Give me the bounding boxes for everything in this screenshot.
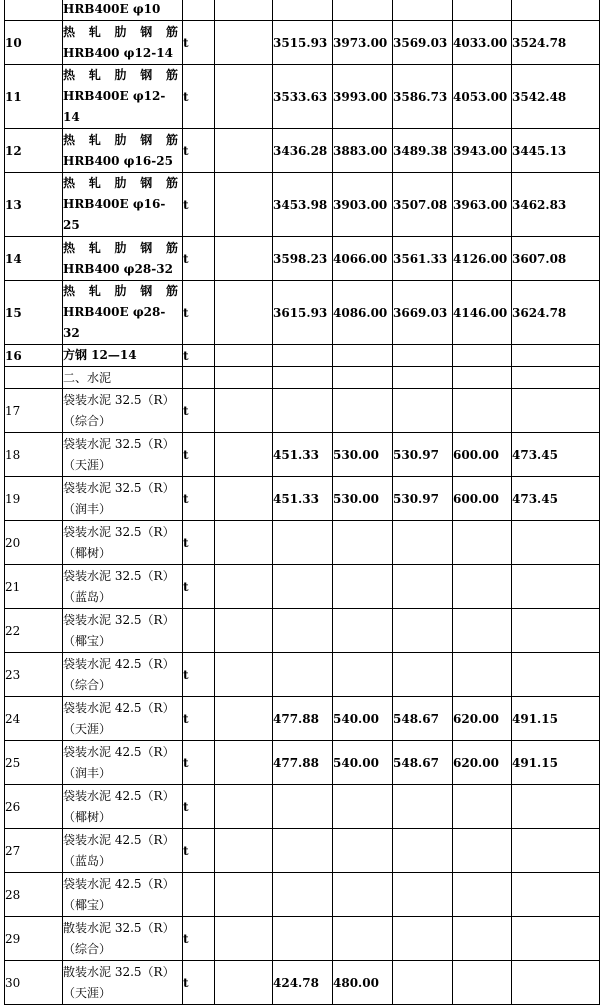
item-name-line1: 热 轧 肋 钢 筋 [63,132,178,147]
price-cell [453,521,512,565]
unit-cell: t [183,785,215,829]
price-cell [393,389,453,433]
row-number: 23 [5,653,63,697]
item-name [63,521,183,565]
price-cell [393,961,453,1005]
price-cell: 3462.83 [512,173,600,237]
price-cell: 3524.78 [512,21,600,65]
price-cell: 3903.00 [333,173,393,237]
price-cell [453,873,512,917]
price-cell [393,653,453,697]
price-cell: 424.78 [273,961,333,1005]
price-cell: 600.00 [453,477,512,521]
item-name-line2: （椰宝） [63,633,112,648]
price-cell: 477.88 [273,697,333,741]
row-number: 30 [5,961,63,1005]
price-cell: 4126.00 [453,237,512,281]
price-cell: 3607.08 [512,237,600,281]
item-name-line1: 袋装水泥 42.5（R） [63,876,175,891]
table-row [5,917,600,961]
table-row [5,281,600,345]
item-name-line2: （综合） [63,677,112,692]
price-cell: 540.00 [333,697,393,741]
price-cell [453,653,512,697]
price-cell: 3993.00 [333,65,393,129]
unit-cell: t [183,389,215,433]
item-name-line2: （润丰） [63,501,112,516]
table-row [5,521,600,565]
price-cell: 451.33 [273,477,333,521]
price-cell: 3963.00 [453,173,512,237]
price-cell [333,829,393,873]
price-cell [273,829,333,873]
row-number: 28 [5,873,63,917]
table-row [5,741,600,785]
table-row [5,565,600,609]
item-name [63,477,183,521]
row-number: 27 [5,829,63,873]
price-cell: 3489.38 [393,129,453,173]
price-cell: 3533.63 [273,65,333,129]
unit-cell: t [183,961,215,1005]
item-name-line1: 袋装水泥 32.5（R） [63,524,175,539]
price-cell [273,565,333,609]
row-number: 18 [5,433,63,477]
table-row [5,653,600,697]
item-name-line2: HRB400E φ16-25 [63,197,166,232]
item-name-line1: 散装水泥 32.5（R） [63,964,175,979]
unit-cell: t [183,653,215,697]
item-name-line1: 热 轧 肋 钢 筋 [63,284,178,298]
unit-cell [183,873,215,917]
price-cell: 4053.00 [453,65,512,129]
price-cell [512,829,600,873]
section-title: 二、水泥 [63,367,183,389]
price-cell: 3943.00 [453,129,512,173]
table-row [5,785,600,829]
item-name-line1: 热 轧 肋 钢 筋 [63,68,178,82]
price-table [4,0,600,1005]
item-name-line2: （天涯） [63,721,112,736]
price-cell: 3973.00 [333,21,393,65]
unit-cell: t [183,829,215,873]
price-cell [453,829,512,873]
item-name [63,173,183,237]
item-name [63,609,183,653]
unit-cell: t [183,21,215,65]
price-cell: 600.00 [453,433,512,477]
price-cell: 3515.93 [273,21,333,65]
item-name-line2: （天涯） [63,985,112,1000]
table-row [5,609,600,653]
price-cell [273,785,333,829]
price-cell: 530.00 [333,433,393,477]
unit-cell: t [183,477,215,521]
item-name-line1: 袋装水泥 42.5（R） [63,744,175,759]
item-name [63,785,183,829]
table-row [5,433,600,477]
price-cell [512,917,600,961]
price-cell [453,961,512,1005]
price-cell [333,873,393,917]
unit-cell [183,609,215,653]
price-cell [512,345,600,367]
price-cell [393,609,453,653]
price-cell: 473.45 [512,477,600,521]
price-cell [273,521,333,565]
price-cell [512,653,600,697]
price-cell: 473.45 [512,433,600,477]
price-cell: 3586.73 [393,65,453,129]
item-name-line2: （润丰） [63,765,112,780]
item-name-line1: 热 轧 肋 钢 筋 [63,176,178,190]
item-name-line2: （综合） [63,413,112,428]
row-number: 22 [5,609,63,653]
item-name [63,129,183,173]
item-name-line1: 袋装水泥 32.5（R） [63,480,175,495]
price-cell: 491.15 [512,741,600,785]
item-name-line2: （蓝岛） [63,853,112,868]
price-cell: 530.97 [393,433,453,477]
price-cell [512,785,600,829]
price-cell: 3615.93 [273,281,333,345]
table-row [5,873,600,917]
item-name-line1: 方钢 12—14 [63,348,137,362]
table-row [5,389,600,433]
row-number: 11 [5,65,63,129]
item-name [63,741,183,785]
table-row [5,237,600,281]
row-number: 24 [5,697,63,741]
item-name-line2: （蓝岛） [63,589,112,604]
section-row [5,367,600,389]
row-number: 16 [5,345,63,367]
table-row [5,477,600,521]
price-cell: 530.97 [393,477,453,521]
price-cell [512,609,600,653]
item-name-line1: 热 轧 肋 钢 筋 [63,240,178,255]
price-cell [333,917,393,961]
price-cell [333,345,393,367]
price-cell [512,521,600,565]
price-cell: 3436.28 [273,129,333,173]
unit-cell: t [183,345,215,367]
price-cell: 480.00 [333,961,393,1005]
price-cell: 491.15 [512,697,600,741]
price-cell [393,345,453,367]
price-cell: 548.67 [393,697,453,741]
price-cell: 4033.00 [453,21,512,65]
item-name-line1: 热 轧 肋 钢 筋 [63,24,178,39]
table-row [5,697,600,741]
row-number: 14 [5,237,63,281]
row-number: 21 [5,565,63,609]
table-row [5,21,600,65]
price-cell: 3569.03 [393,21,453,65]
price-cell [273,609,333,653]
price-cell [512,389,600,433]
price-cell: 540.00 [333,741,393,785]
item-name [63,917,183,961]
price-cell [333,653,393,697]
table-row [5,65,600,129]
price-cell: 3507.08 [393,173,453,237]
item-name [63,21,183,65]
unit-cell: t [183,741,215,785]
item-name-line1: 袋装水泥 32.5（R） [63,568,175,583]
unit-cell: t [183,281,215,345]
price-cell [512,961,600,1005]
unit-cell: t [183,433,215,477]
price-cell: 4066.00 [333,237,393,281]
item-name [63,961,183,1005]
price-cell [333,521,393,565]
price-cell: 3561.33 [393,237,453,281]
item-name [63,281,183,345]
item-name [63,697,183,741]
price-cell: 3453.98 [273,173,333,237]
unit-cell: t [183,237,215,281]
item-name-line2: HRB400 φ16-25 [63,153,173,168]
price-cell: 451.33 [273,433,333,477]
item-name [63,389,183,433]
item-name-line2: （椰树） [63,545,112,560]
item-name-line1: 袋装水泥 32.5（R） [63,612,175,627]
row-number: 17 [5,389,63,433]
price-cell: 3445.13 [512,129,600,173]
row-number: 19 [5,477,63,521]
price-cell: 548.67 [393,741,453,785]
price-cell: 3883.00 [333,129,393,173]
unit-cell: t [183,565,215,609]
row-number: 13 [5,173,63,237]
price-cell [512,873,600,917]
table-row [5,829,600,873]
item-name-line1: 袋装水泥 42.5（R） [63,832,175,847]
unit-cell: t [183,129,215,173]
price-cell: 620.00 [453,697,512,741]
price-cell [393,917,453,961]
row-number: 29 [5,917,63,961]
item-name [63,65,183,129]
table-row [5,173,600,237]
price-cell: 4086.00 [333,281,393,345]
row-number: 15 [5,281,63,345]
price-cell: 620.00 [453,741,512,785]
price-cell [393,565,453,609]
price-cell: 477.88 [273,741,333,785]
price-cell [333,609,393,653]
price-cell: 530.00 [333,477,393,521]
price-cell [333,565,393,609]
item-name [63,873,183,917]
table-row [5,345,600,367]
price-cell [512,565,600,609]
unit-cell: t [183,697,215,741]
price-cell [393,829,453,873]
row-number: 12 [5,129,63,173]
item-name [63,237,183,281]
price-cell [333,389,393,433]
item-name-line2: HRB400E φ12-14 [63,89,166,124]
item-name [63,433,183,477]
item-name-line1: 袋装水泥 42.5（R） [63,700,175,715]
price-cell [453,785,512,829]
table-row [5,961,600,1005]
price-cell [393,521,453,565]
item-name-line1: 袋装水泥 42.5（R） [63,656,175,671]
unit-cell: t [183,917,215,961]
item-name-line1: 散装水泥 32.5（R） [63,920,175,935]
price-cell [393,785,453,829]
price-cell [453,389,512,433]
price-cell [453,609,512,653]
price-cell: 3624.78 [512,281,600,345]
row-number: 26 [5,785,63,829]
unit-cell: t [183,521,215,565]
unit-cell: t [183,65,215,129]
table-row-top [5,0,600,21]
price-cell [453,917,512,961]
unit-cell: t [183,173,215,237]
price-cell: 3598.23 [273,237,333,281]
item-name-line2: （椰宝） [63,897,112,912]
item-name-line2: （天涯） [63,457,112,472]
row-number: 25 [5,741,63,785]
price-cell [393,873,453,917]
price-cell [273,345,333,367]
price-cell [333,785,393,829]
price-cell [273,873,333,917]
item-name-line2: （椰树） [63,809,112,824]
price-cell: 3669.03 [393,281,453,345]
item-name [63,829,183,873]
item-name [63,565,183,609]
item-name-line1: 袋装水泥 42.5（R） [63,788,175,803]
item-name-line2: （综合） [63,941,112,956]
price-cell: 4146.00 [453,281,512,345]
row-number: 20 [5,521,63,565]
price-cell [273,653,333,697]
item-name-line1: 袋装水泥 32.5（R） [63,436,175,451]
price-cell [453,345,512,367]
price-cell [273,917,333,961]
item-name-line1: 袋装水泥 32.5（R） [63,392,175,407]
item-name-line2: HRB400 φ12-14 [63,45,173,60]
table-row [5,129,600,173]
item-name-line2: HRB400E φ28-32 [63,305,166,340]
item-name-line2: HRB400 φ28-32 [63,261,173,276]
price-cell [273,389,333,433]
item-name: HRB400E φ10 [63,0,183,21]
price-cell [453,565,512,609]
item-name [63,653,183,697]
price-cell: 3542.48 [512,65,600,129]
item-name [63,345,183,367]
row-number: 10 [5,21,63,65]
